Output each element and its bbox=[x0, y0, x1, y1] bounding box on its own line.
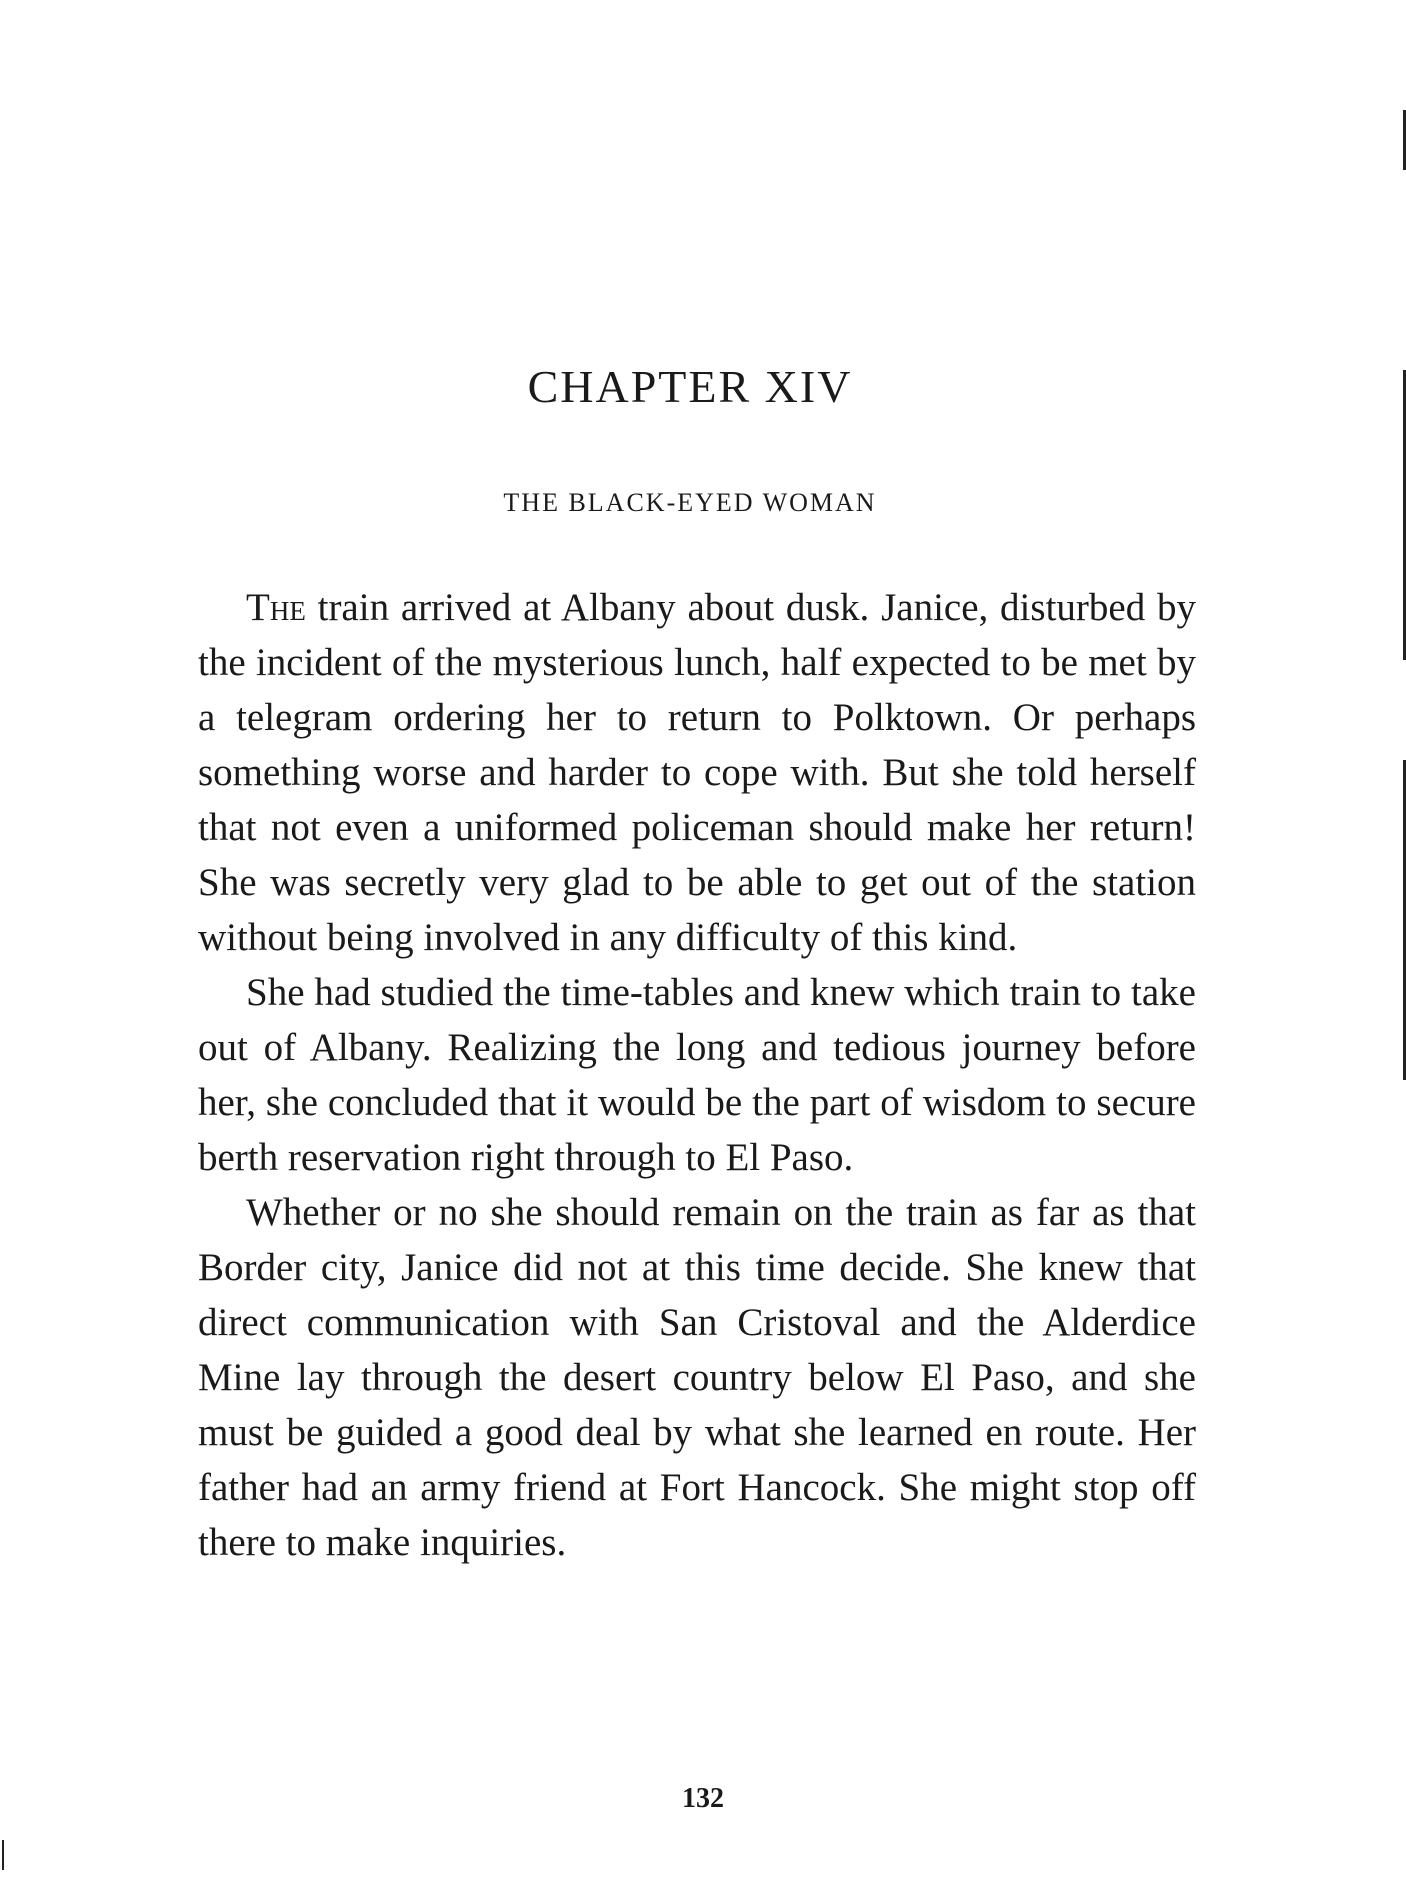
page-number: 132 bbox=[682, 1783, 724, 1814]
paragraph-3: Whether or no she should remain on the train as far as that Border city, Janice did not at this time decide. She knew that direct communication with San Cristoval and the Alderdice Mine lay through the desert country below El Paso, and she must be guided a good deal by what she learned en route. Her father had an army friend at Fort Hancock. She might stop off there to make inquiries. bbox=[198, 1191, 1196, 1564]
chapter-title: CHAPTER XIV bbox=[527, 361, 853, 412]
body-text bbox=[198, 580, 1196, 1570]
scan-edge-mark bbox=[2, 1840, 4, 1870]
paragraph-text: train arrived at Albany about dusk. Janice, disturbed by the incident of the mysterious lunch, half expected to be met by a telegram ordering her to return to Polktown. Or perhaps something worse and harder to cope with. But she told herself that not even a uniformed policeman should make her return! She was secretly very glad to be able to get out of the station without being involved in any difficulty of this kind. bbox=[198, 586, 1196, 959]
paragraph-2: She had studied the time-tables and knew which train to take out of Albany. Realizing the long and tedious journey before her, she concluded that it would be the part of wisdom to secure berth reservation right through to El Paso. bbox=[198, 971, 1196, 1179]
paragraph-1 bbox=[198, 580, 1196, 965]
paragraph-lead-word: The bbox=[246, 586, 306, 629]
chapter-subtitle: THE BLACK-EYED WOMAN bbox=[503, 488, 877, 517]
